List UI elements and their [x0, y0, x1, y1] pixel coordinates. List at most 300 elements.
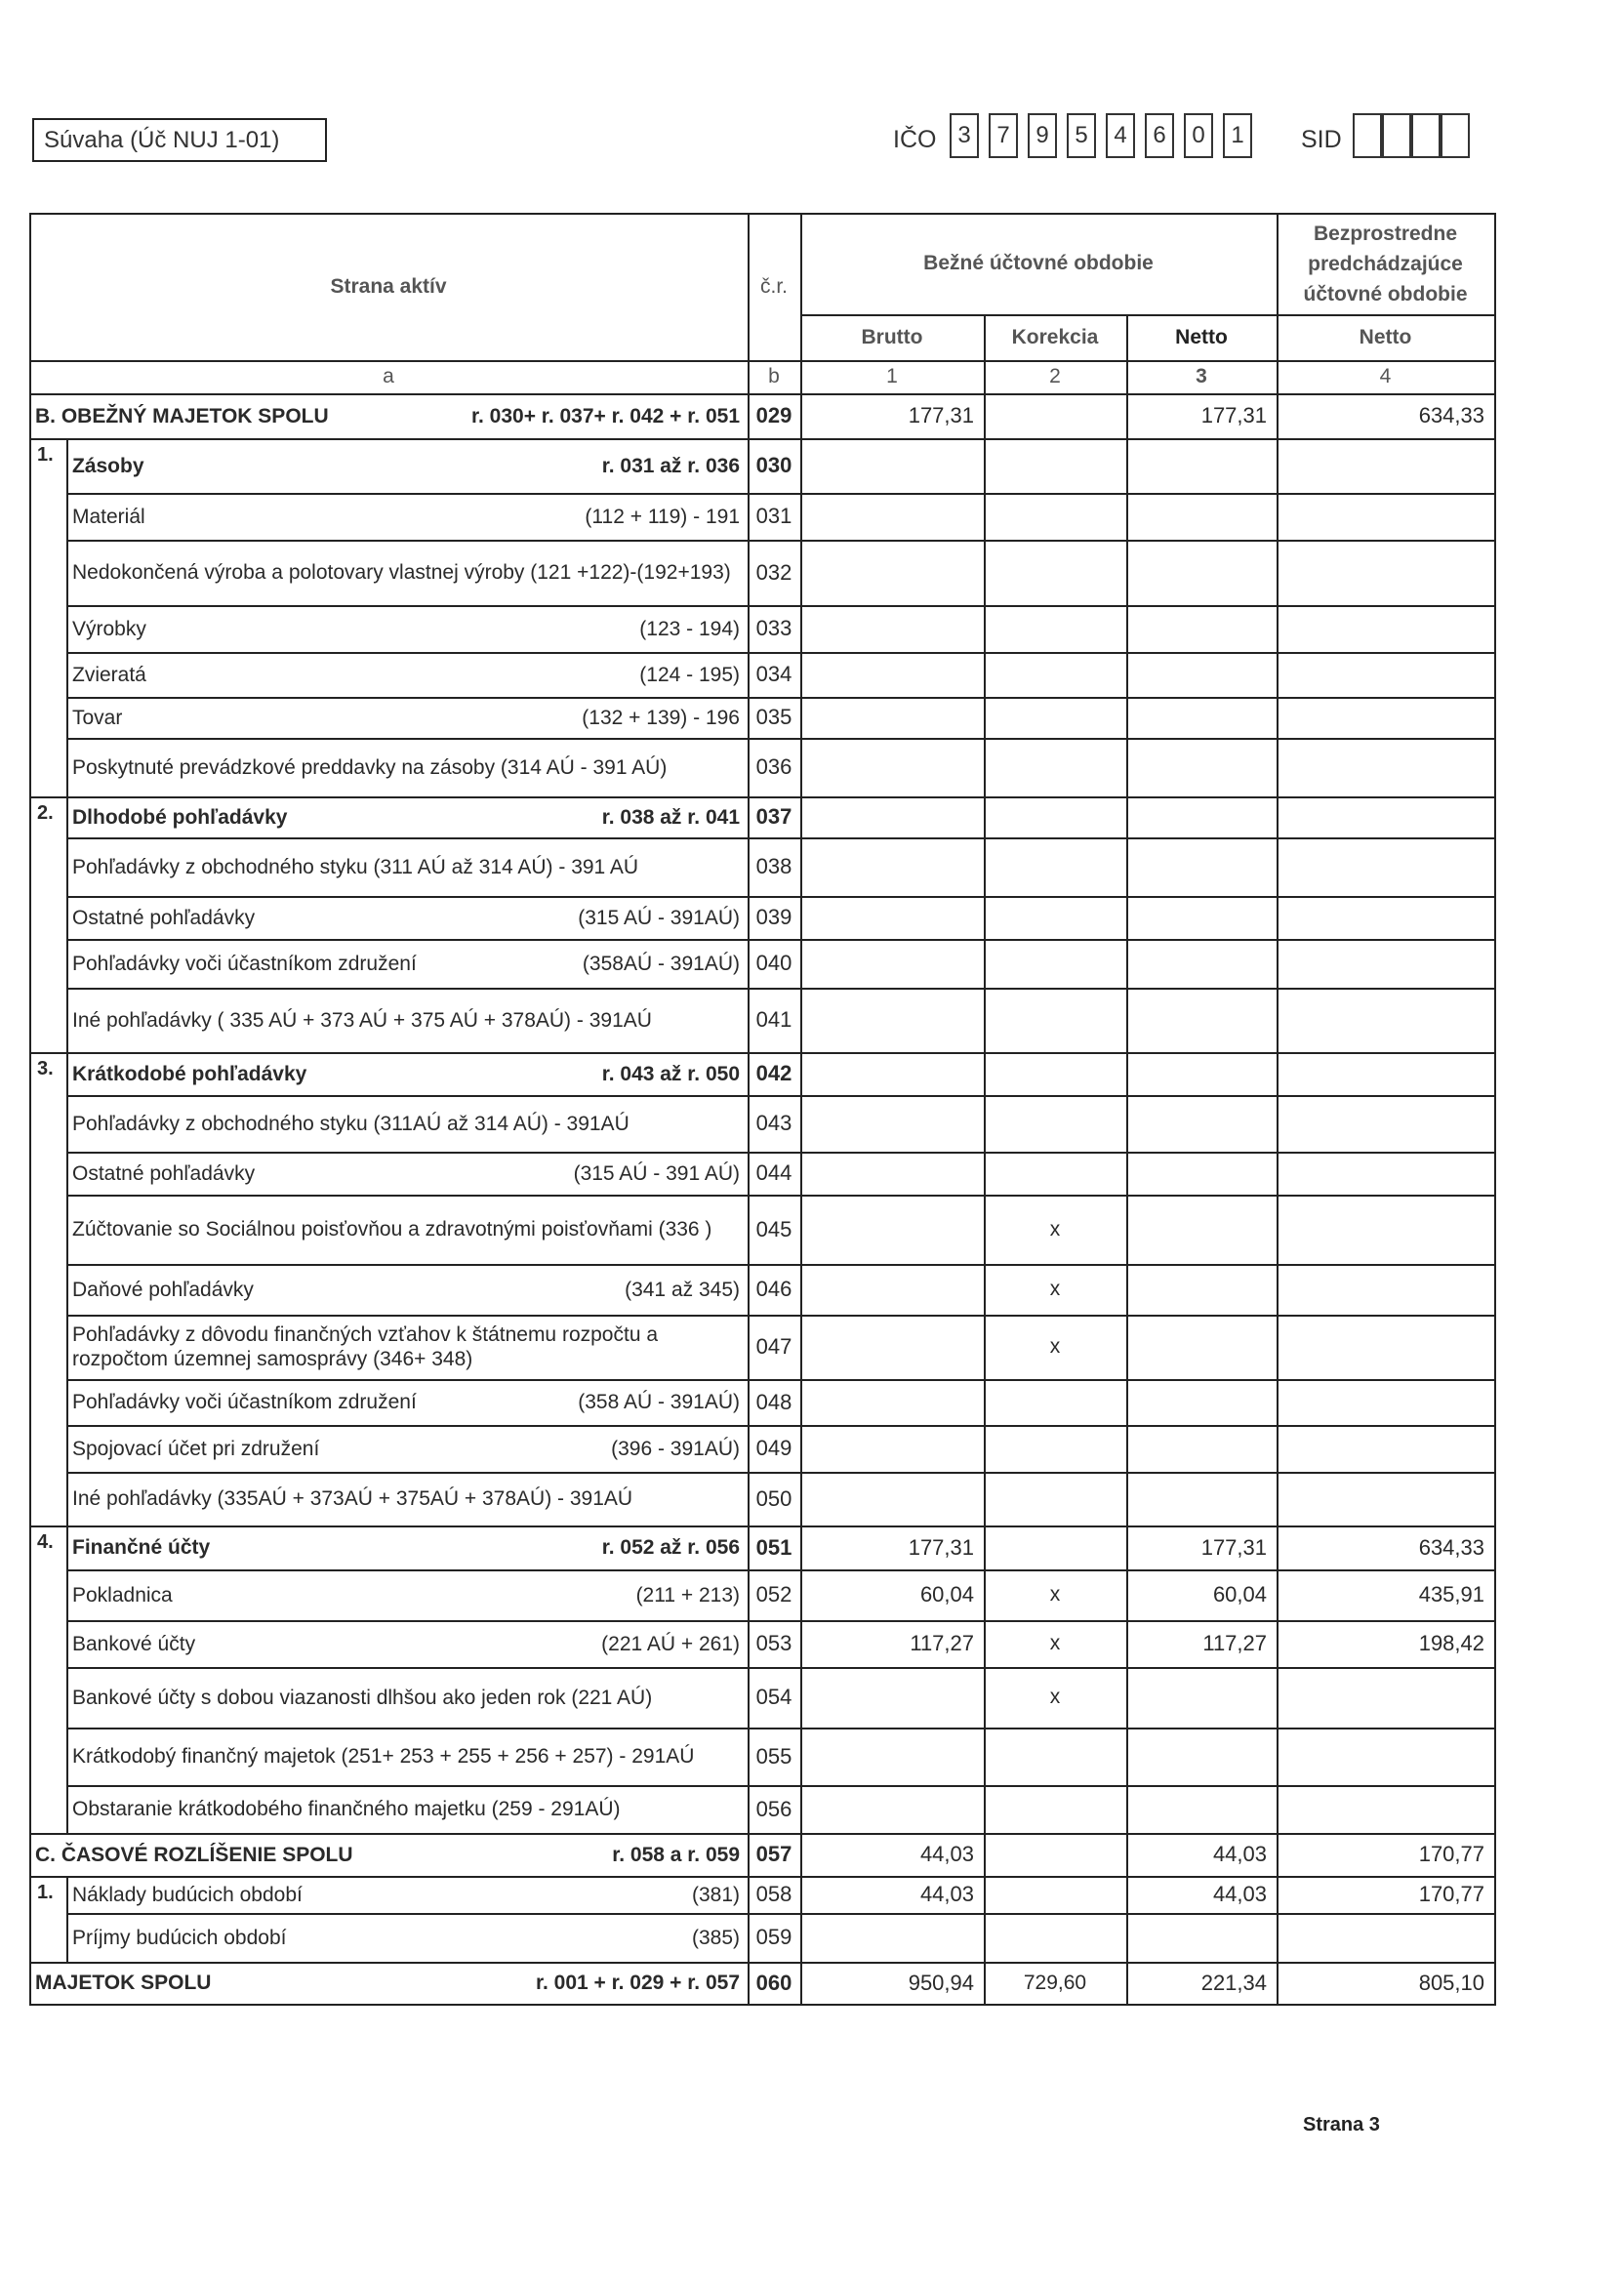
- value-korekcia[interactable]: x: [1049, 1686, 1061, 1708]
- row-divider: [66, 605, 1494, 607]
- row-code: 037: [755, 804, 792, 829]
- row-description: [66, 1876, 748, 1913]
- row-code: 030: [755, 453, 792, 477]
- value-korekcia[interactable]: [984, 896, 1126, 939]
- value-brutto[interactable]: [800, 652, 984, 697]
- value-korekcia[interactable]: [984, 1876, 1126, 1913]
- row-label: Finančné účty: [72, 1536, 211, 1559]
- row-description: [66, 697, 748, 738]
- value-brutto[interactable]: [800, 1052, 984, 1095]
- row-divider: [66, 988, 1494, 990]
- row-description: [66, 1195, 748, 1264]
- row-description: [66, 1264, 748, 1315]
- value-prev[interactable]: [1277, 1785, 1494, 1833]
- row-reference: (112 + 119) - 191: [585, 505, 740, 528]
- value-korekcia[interactable]: [984, 1379, 1126, 1425]
- row-divider: [66, 896, 1494, 898]
- header-row-number: č.r.: [759, 274, 788, 298]
- row-code: 040: [755, 951, 792, 975]
- column-divider: [800, 213, 802, 2006]
- value-korekcia[interactable]: [984, 939, 1126, 988]
- value-prev[interactable]: [1277, 493, 1494, 540]
- row-divider: [66, 1152, 1494, 1154]
- value-netto[interactable]: [1126, 1052, 1277, 1095]
- row-description: [29, 1833, 748, 1876]
- form-title: Súvaha (Úč NUJ 1-01): [32, 118, 327, 162]
- row-label: Spojovací účet pri združení: [72, 1437, 320, 1460]
- value-brutto[interactable]: [800, 605, 984, 652]
- row-label: Bankové účty s dobou viazanosti dlhšou ako jeden rok (221 AÚ): [72, 1686, 653, 1709]
- section-divider: [66, 1876, 68, 1962]
- row-label: Pohľadávky z obchodného styku (311AÚ až 314 AÚ) - 391AÚ: [72, 1112, 629, 1135]
- row-divider: [66, 1569, 1494, 1571]
- table-top-border: [29, 213, 1494, 215]
- value-korekcia[interactable]: [984, 438, 1126, 493]
- value-brutto[interactable]: [800, 1264, 984, 1315]
- row-divider: [66, 1379, 1494, 1381]
- value-korekcia[interactable]: [984, 1833, 1126, 1876]
- row-reference: (358AÚ - 391AÚ): [582, 952, 740, 975]
- value-netto[interactable]: [1126, 1472, 1277, 1525]
- row-code: 039: [755, 905, 792, 929]
- ico-digit: 7: [989, 113, 1018, 158]
- row-label: Tovar: [72, 706, 123, 729]
- value-brutto[interactable]: 44,03: [919, 1882, 974, 1906]
- table-bottom-border: [29, 2004, 1494, 2006]
- value-prev[interactable]: [1277, 1425, 1494, 1472]
- value-brutto[interactable]: [800, 1667, 984, 1728]
- value-brutto[interactable]: [800, 540, 984, 605]
- ico-digit: 3: [950, 113, 979, 158]
- value-netto[interactable]: [1126, 1264, 1277, 1315]
- row-divider: [66, 837, 1494, 839]
- value-prev[interactable]: [1277, 988, 1494, 1052]
- row-code: 053: [755, 1631, 792, 1655]
- value-brutto[interactable]: [800, 1379, 984, 1425]
- section-marker: 1.: [37, 1882, 54, 1903]
- value-brutto[interactable]: [800, 988, 984, 1052]
- row-label: Ostatné pohľadávky: [72, 1161, 256, 1185]
- sid-box[interactable]: [1353, 113, 1382, 158]
- value-brutto[interactable]: 60,04: [919, 1582, 974, 1607]
- value-brutto[interactable]: [800, 837, 984, 896]
- row-reference: (315 AÚ - 391AÚ): [578, 906, 740, 929]
- row-divider: [66, 1425, 1494, 1427]
- row-label: Bankové účty: [72, 1632, 196, 1655]
- value-korekcia[interactable]: [984, 697, 1126, 738]
- row-divider: [29, 1962, 1494, 1964]
- value-korekcia[interactable]: [984, 1913, 1126, 1962]
- value-prev[interactable]: [1277, 1379, 1494, 1425]
- value-netto[interactable]: [1126, 939, 1277, 988]
- row-divider: [66, 540, 1494, 542]
- row-reference: (211 + 213): [635, 1583, 740, 1607]
- value-korekcia[interactable]: x: [1049, 1278, 1061, 1300]
- sid-box[interactable]: [1382, 113, 1411, 158]
- value-netto[interactable]: [1126, 1379, 1277, 1425]
- value-korekcia[interactable]: [984, 738, 1126, 796]
- value-korekcia[interactable]: [984, 837, 1126, 896]
- value-brutto[interactable]: 44,03: [919, 1842, 974, 1866]
- column-divider: [1126, 314, 1128, 2006]
- row-description: [66, 988, 748, 1052]
- value-korekcia[interactable]: x: [1049, 1335, 1061, 1358]
- row-reference: (221 AÚ + 261): [601, 1632, 740, 1655]
- value-netto[interactable]: [1126, 1785, 1277, 1833]
- section-marker: 3.: [37, 1058, 54, 1079]
- value-prev[interactable]: [1277, 939, 1494, 988]
- row-divider: [66, 652, 1494, 654]
- row-reference: (123 - 194): [639, 617, 740, 640]
- row-code: 031: [755, 504, 792, 528]
- row-label: Pohľadávky z obchodného styku (311 AÚ až 314 AÚ) - 391 AÚ: [72, 855, 639, 878]
- value-brutto[interactable]: [800, 796, 984, 837]
- value-netto[interactable]: [1126, 1152, 1277, 1195]
- value-korekcia[interactable]: [984, 1525, 1126, 1569]
- row-description: [66, 1525, 748, 1569]
- value-netto[interactable]: [1126, 1315, 1277, 1379]
- value-prev[interactable]: [1277, 1728, 1494, 1785]
- value-prev[interactable]: [1277, 1152, 1494, 1195]
- value-brutto[interactable]: [800, 1152, 984, 1195]
- row-reference: (341 až 345): [625, 1278, 740, 1301]
- value-korekcia[interactable]: x: [1049, 1583, 1061, 1606]
- row-description: [66, 1569, 748, 1620]
- row-divider: [66, 1667, 1494, 1669]
- value-netto[interactable]: 44,03: [1212, 1882, 1267, 1906]
- value-prev[interactable]: 634,33: [1418, 403, 1484, 427]
- row-divider: [29, 1525, 1494, 1527]
- value-prev[interactable]: [1277, 837, 1494, 896]
- header-divider: [29, 360, 1494, 362]
- row-description: [66, 1728, 748, 1785]
- value-netto[interactable]: [1126, 493, 1277, 540]
- row-description: [66, 1095, 748, 1152]
- value-brutto[interactable]: [800, 1913, 984, 1962]
- row-code: 048: [755, 1389, 792, 1414]
- value-korekcia[interactable]: [984, 1052, 1126, 1095]
- row-code: 033: [755, 616, 792, 640]
- sid-box[interactable]: [1411, 113, 1441, 158]
- row-reference: r. 038 až r. 041: [601, 805, 740, 829]
- row-description: [66, 493, 748, 540]
- row-label: Dlhodobé pohľadávky: [72, 805, 288, 829]
- index-4: 4: [1379, 365, 1392, 387]
- value-korekcia[interactable]: [984, 1095, 1126, 1152]
- value-brutto[interactable]: 117,27: [910, 1631, 974, 1655]
- row-reference: r. 001 + r. 029 + r. 057: [535, 1972, 740, 1994]
- row-code: 032: [755, 559, 792, 585]
- row-reference: (132 + 139) - 196: [582, 706, 740, 729]
- row-description: [66, 1425, 748, 1472]
- value-prev[interactable]: [1277, 1315, 1494, 1379]
- row-description: [66, 540, 748, 605]
- ico-digit: 1: [1223, 113, 1252, 158]
- value-korekcia[interactable]: [984, 493, 1126, 540]
- value-prev[interactable]: 805,10: [1418, 1970, 1484, 1995]
- value-prev[interactable]: [1277, 738, 1494, 796]
- column-divider: [1494, 213, 1496, 2006]
- index-b: b: [768, 365, 780, 387]
- value-prev[interactable]: [1277, 1264, 1494, 1315]
- row-code: 038: [755, 854, 792, 878]
- value-prev[interactable]: [1277, 1472, 1494, 1525]
- row-reference: r. 031 až r. 036: [601, 454, 740, 477]
- value-netto[interactable]: [1126, 837, 1277, 896]
- row-description: [66, 1152, 748, 1195]
- index-3: 3: [1196, 365, 1207, 387]
- value-netto[interactable]: [1126, 988, 1277, 1052]
- value-netto[interactable]: [1126, 1913, 1277, 1962]
- value-prev[interactable]: 634,33: [1418, 1534, 1484, 1560]
- row-label: Pokladnica: [72, 1583, 173, 1607]
- value-brutto[interactable]: [800, 1315, 984, 1379]
- row-label: Zúčtovanie so Sociálnou poisťovňou a zdravotnými poisťovňami (336 ): [72, 1218, 712, 1241]
- row-reference: (385): [691, 1926, 740, 1949]
- row-description: [66, 605, 748, 652]
- section-marker: 2.: [37, 802, 54, 824]
- row-reference: (124 - 195): [639, 663, 740, 686]
- value-prev[interactable]: [1277, 540, 1494, 605]
- row-code: 044: [755, 1160, 792, 1185]
- value-prev[interactable]: [1277, 896, 1494, 939]
- row-label: Pohľadávky z dôvodu finančných vzťahov k štátnemu rozpočtu a rozpočtom územnej samosprávy (346+ 348): [72, 1323, 659, 1370]
- value-korekcia[interactable]: [984, 1472, 1126, 1525]
- row-code: 060: [755, 1970, 792, 1995]
- value-netto[interactable]: [1126, 796, 1277, 837]
- value-korekcia[interactable]: [984, 1425, 1126, 1472]
- row-reference: (396 - 391AÚ): [611, 1437, 740, 1460]
- row-description: [66, 939, 748, 988]
- value-prev[interactable]: 170,77: [1418, 1882, 1484, 1906]
- column-divider: [1277, 213, 1279, 2006]
- row-divider: [66, 738, 1494, 740]
- value-prev[interactable]: [1277, 1195, 1494, 1264]
- column-divider: [29, 213, 31, 2006]
- value-korekcia[interactable]: [984, 988, 1126, 1052]
- value-brutto[interactable]: 950,94: [908, 1970, 974, 1995]
- row-description: [66, 1620, 748, 1667]
- sid-box[interactable]: [1441, 113, 1470, 158]
- ico-digit: 9: [1028, 113, 1057, 158]
- column-divider: [748, 213, 750, 2006]
- value-korekcia[interactable]: [984, 540, 1126, 605]
- value-brutto[interactable]: [800, 738, 984, 796]
- row-description: [29, 1962, 748, 2004]
- value-prev[interactable]: 198,42: [1418, 1631, 1484, 1655]
- row-label: Pohľadávky voči účastníkom združení: [72, 952, 417, 975]
- value-netto[interactable]: [1126, 1667, 1277, 1728]
- value-netto[interactable]: [1126, 1095, 1277, 1152]
- row-description: [29, 393, 748, 438]
- value-brutto[interactable]: [800, 1785, 984, 1833]
- value-prev[interactable]: [1277, 1913, 1494, 1962]
- value-prev[interactable]: [1277, 1667, 1494, 1728]
- row-code: 042: [755, 1061, 792, 1085]
- row-description: [66, 652, 748, 697]
- row-description: [66, 896, 748, 939]
- index-1: 1: [886, 365, 898, 387]
- row-code: 054: [755, 1685, 792, 1709]
- row-divider: [66, 1264, 1494, 1266]
- row-description: [66, 738, 748, 796]
- row-description: [66, 796, 748, 837]
- value-netto[interactable]: [1126, 605, 1277, 652]
- value-prev[interactable]: [1277, 796, 1494, 837]
- row-divider: [66, 1620, 1494, 1622]
- value-korekcia[interactable]: [984, 652, 1126, 697]
- value-prev[interactable]: 435,91: [1418, 1582, 1484, 1607]
- value-netto[interactable]: [1126, 896, 1277, 939]
- value-prev[interactable]: [1277, 652, 1494, 697]
- value-netto[interactable]: [1126, 438, 1277, 493]
- row-divider: [66, 1785, 1494, 1787]
- value-prev[interactable]: [1277, 605, 1494, 652]
- value-korekcia[interactable]: [984, 393, 1126, 438]
- value-korekcia[interactable]: [984, 1728, 1126, 1785]
- value-netto[interactable]: 60,04: [1212, 1582, 1267, 1607]
- ico-digit: 5: [1067, 113, 1096, 158]
- row-description: [66, 1667, 748, 1728]
- row-description: [66, 438, 748, 493]
- row-label: Náklady budúcich období: [72, 1883, 303, 1906]
- value-brutto[interactable]: [800, 697, 984, 738]
- value-netto[interactable]: 117,27: [1202, 1631, 1267, 1655]
- value-netto[interactable]: 221,34: [1200, 1970, 1267, 1995]
- row-reference: r. 058 a r. 059: [612, 1843, 740, 1866]
- column-divider: [984, 314, 986, 2006]
- value-brutto[interactable]: [800, 1095, 984, 1152]
- row-divider: [66, 697, 1494, 699]
- value-brutto[interactable]: 177,31: [908, 1534, 974, 1560]
- value-prev[interactable]: 170,77: [1418, 1842, 1484, 1866]
- value-prev[interactable]: [1277, 1095, 1494, 1152]
- value-netto[interactable]: 177,31: [1200, 1534, 1267, 1560]
- value-korekcia[interactable]: [984, 1785, 1126, 1833]
- row-code: 056: [755, 1796, 792, 1821]
- row-label: MAJETOK SPOLU: [35, 1972, 212, 1994]
- row-code: 047: [755, 1334, 792, 1359]
- header-prev-netto: Netto: [1359, 325, 1412, 348]
- row-code: 058: [755, 1882, 792, 1906]
- row-divider: [66, 1095, 1494, 1097]
- row-label: Nedokončená výroba a polotovary vlastnej výroby (121 +122)-(192+193): [72, 561, 731, 584]
- row-divider: [29, 1052, 1494, 1054]
- value-brutto[interactable]: [800, 1425, 984, 1472]
- value-korekcia[interactable]: 729,60: [1023, 1971, 1087, 1994]
- row-code: 041: [755, 1007, 792, 1032]
- row-code: 051: [755, 1534, 792, 1560]
- page-number: Strana 3: [1303, 2114, 1380, 2136]
- header-brutto: Brutto: [861, 325, 923, 348]
- header-korekcia: Korekcia: [1011, 325, 1099, 348]
- value-netto[interactable]: [1126, 738, 1277, 796]
- row-divider: [66, 1913, 1494, 1915]
- ico-digit: 0: [1184, 113, 1213, 158]
- row-label: Výrobky: [72, 617, 146, 640]
- index-2: 2: [1049, 365, 1061, 387]
- row-divider: [66, 1472, 1494, 1474]
- row-code: 046: [755, 1277, 792, 1301]
- value-brutto[interactable]: [800, 1728, 984, 1785]
- row-code: 034: [755, 662, 792, 686]
- row-divider: [66, 1728, 1494, 1729]
- ico-digit: 6: [1145, 113, 1174, 158]
- row-description: [66, 1315, 748, 1379]
- value-brutto[interactable]: [800, 939, 984, 988]
- row-divider: [29, 1876, 1494, 1878]
- row-label: Zásoby: [72, 454, 144, 477]
- row-divider: [66, 1195, 1494, 1197]
- value-brutto[interactable]: [800, 1472, 984, 1525]
- row-label: Obstaranie krátkodobého finančného majetku (259 - 291AÚ): [72, 1798, 621, 1820]
- row-code: 055: [755, 1743, 792, 1769]
- section-marker: 1.: [37, 444, 54, 466]
- value-netto[interactable]: [1126, 1195, 1277, 1264]
- row-divider: [29, 393, 1494, 395]
- row-label: C. ČASOVÉ ROZLÍŠENIE SPOLU: [35, 1843, 353, 1866]
- row-reference: (358 AÚ - 391AÚ): [578, 1391, 740, 1413]
- value-netto[interactable]: [1126, 540, 1277, 605]
- value-netto[interactable]: 177,31: [1200, 403, 1267, 427]
- value-prev[interactable]: [1277, 1052, 1494, 1095]
- value-korekcia[interactable]: [984, 605, 1126, 652]
- value-korekcia[interactable]: x: [1049, 1217, 1061, 1241]
- row-label: Príjmy budúcich období: [72, 1926, 287, 1949]
- row-description: [66, 1472, 748, 1525]
- ico-label: IČO: [893, 126, 937, 153]
- row-code: 043: [755, 1111, 792, 1135]
- row-description: [66, 1052, 748, 1095]
- value-netto[interactable]: [1126, 697, 1277, 738]
- section-divider: [66, 438, 68, 1833]
- row-reference: r. 030+ r. 037+ r. 042 + r. 051: [470, 404, 740, 427]
- row-reference: r. 043 až r. 050: [601, 1062, 740, 1085]
- row-label: Poskytnuté prevádzkové preddavky na zásoby (314 AÚ - 391 AÚ): [72, 755, 668, 779]
- row-description: [66, 837, 748, 896]
- header-divider: [800, 314, 1494, 316]
- value-korekcia[interactable]: x: [1049, 1632, 1061, 1654]
- header-current-period: Bežné účtovné obdobie: [923, 252, 1154, 274]
- value-prev[interactable]: [1277, 438, 1494, 493]
- value-netto[interactable]: [1126, 652, 1277, 697]
- row-divider: [29, 438, 1494, 440]
- value-korekcia[interactable]: [984, 1152, 1126, 1195]
- value-korekcia[interactable]: [984, 796, 1126, 837]
- value-brutto[interactable]: [800, 493, 984, 540]
- sid-label: SID: [1301, 126, 1342, 153]
- section-marker: 4.: [37, 1531, 54, 1553]
- row-code: 035: [755, 705, 792, 729]
- row-code: 059: [755, 1925, 792, 1949]
- row-label: Iné pohľadávky ( 335 AÚ + 373 AÚ + 375 AÚ + 378AÚ) - 391AÚ: [72, 1008, 652, 1032]
- value-brutto[interactable]: 177,31: [908, 403, 974, 427]
- row-label: Ostatné pohľadávky: [72, 906, 256, 929]
- row-divider: [66, 493, 1494, 495]
- value-brutto[interactable]: [800, 438, 984, 493]
- row-label: Krátkodobý finančný majetok (251+ 253 + 255 + 256 + 257) - 291AÚ: [72, 1745, 695, 1768]
- row-label: B. OBEŽNÝ MAJETOK SPOLU: [35, 404, 329, 427]
- row-reference: r. 052 až r. 056: [601, 1536, 740, 1559]
- value-brutto[interactable]: [800, 896, 984, 939]
- value-netto[interactable]: [1126, 1728, 1277, 1785]
- value-prev[interactable]: [1277, 697, 1494, 738]
- row-code: 057: [755, 1842, 792, 1866]
- value-brutto[interactable]: [800, 1195, 984, 1264]
- header-netto: Netto: [1175, 325, 1228, 348]
- value-netto[interactable]: [1126, 1425, 1277, 1472]
- value-netto[interactable]: 44,03: [1212, 1842, 1267, 1866]
